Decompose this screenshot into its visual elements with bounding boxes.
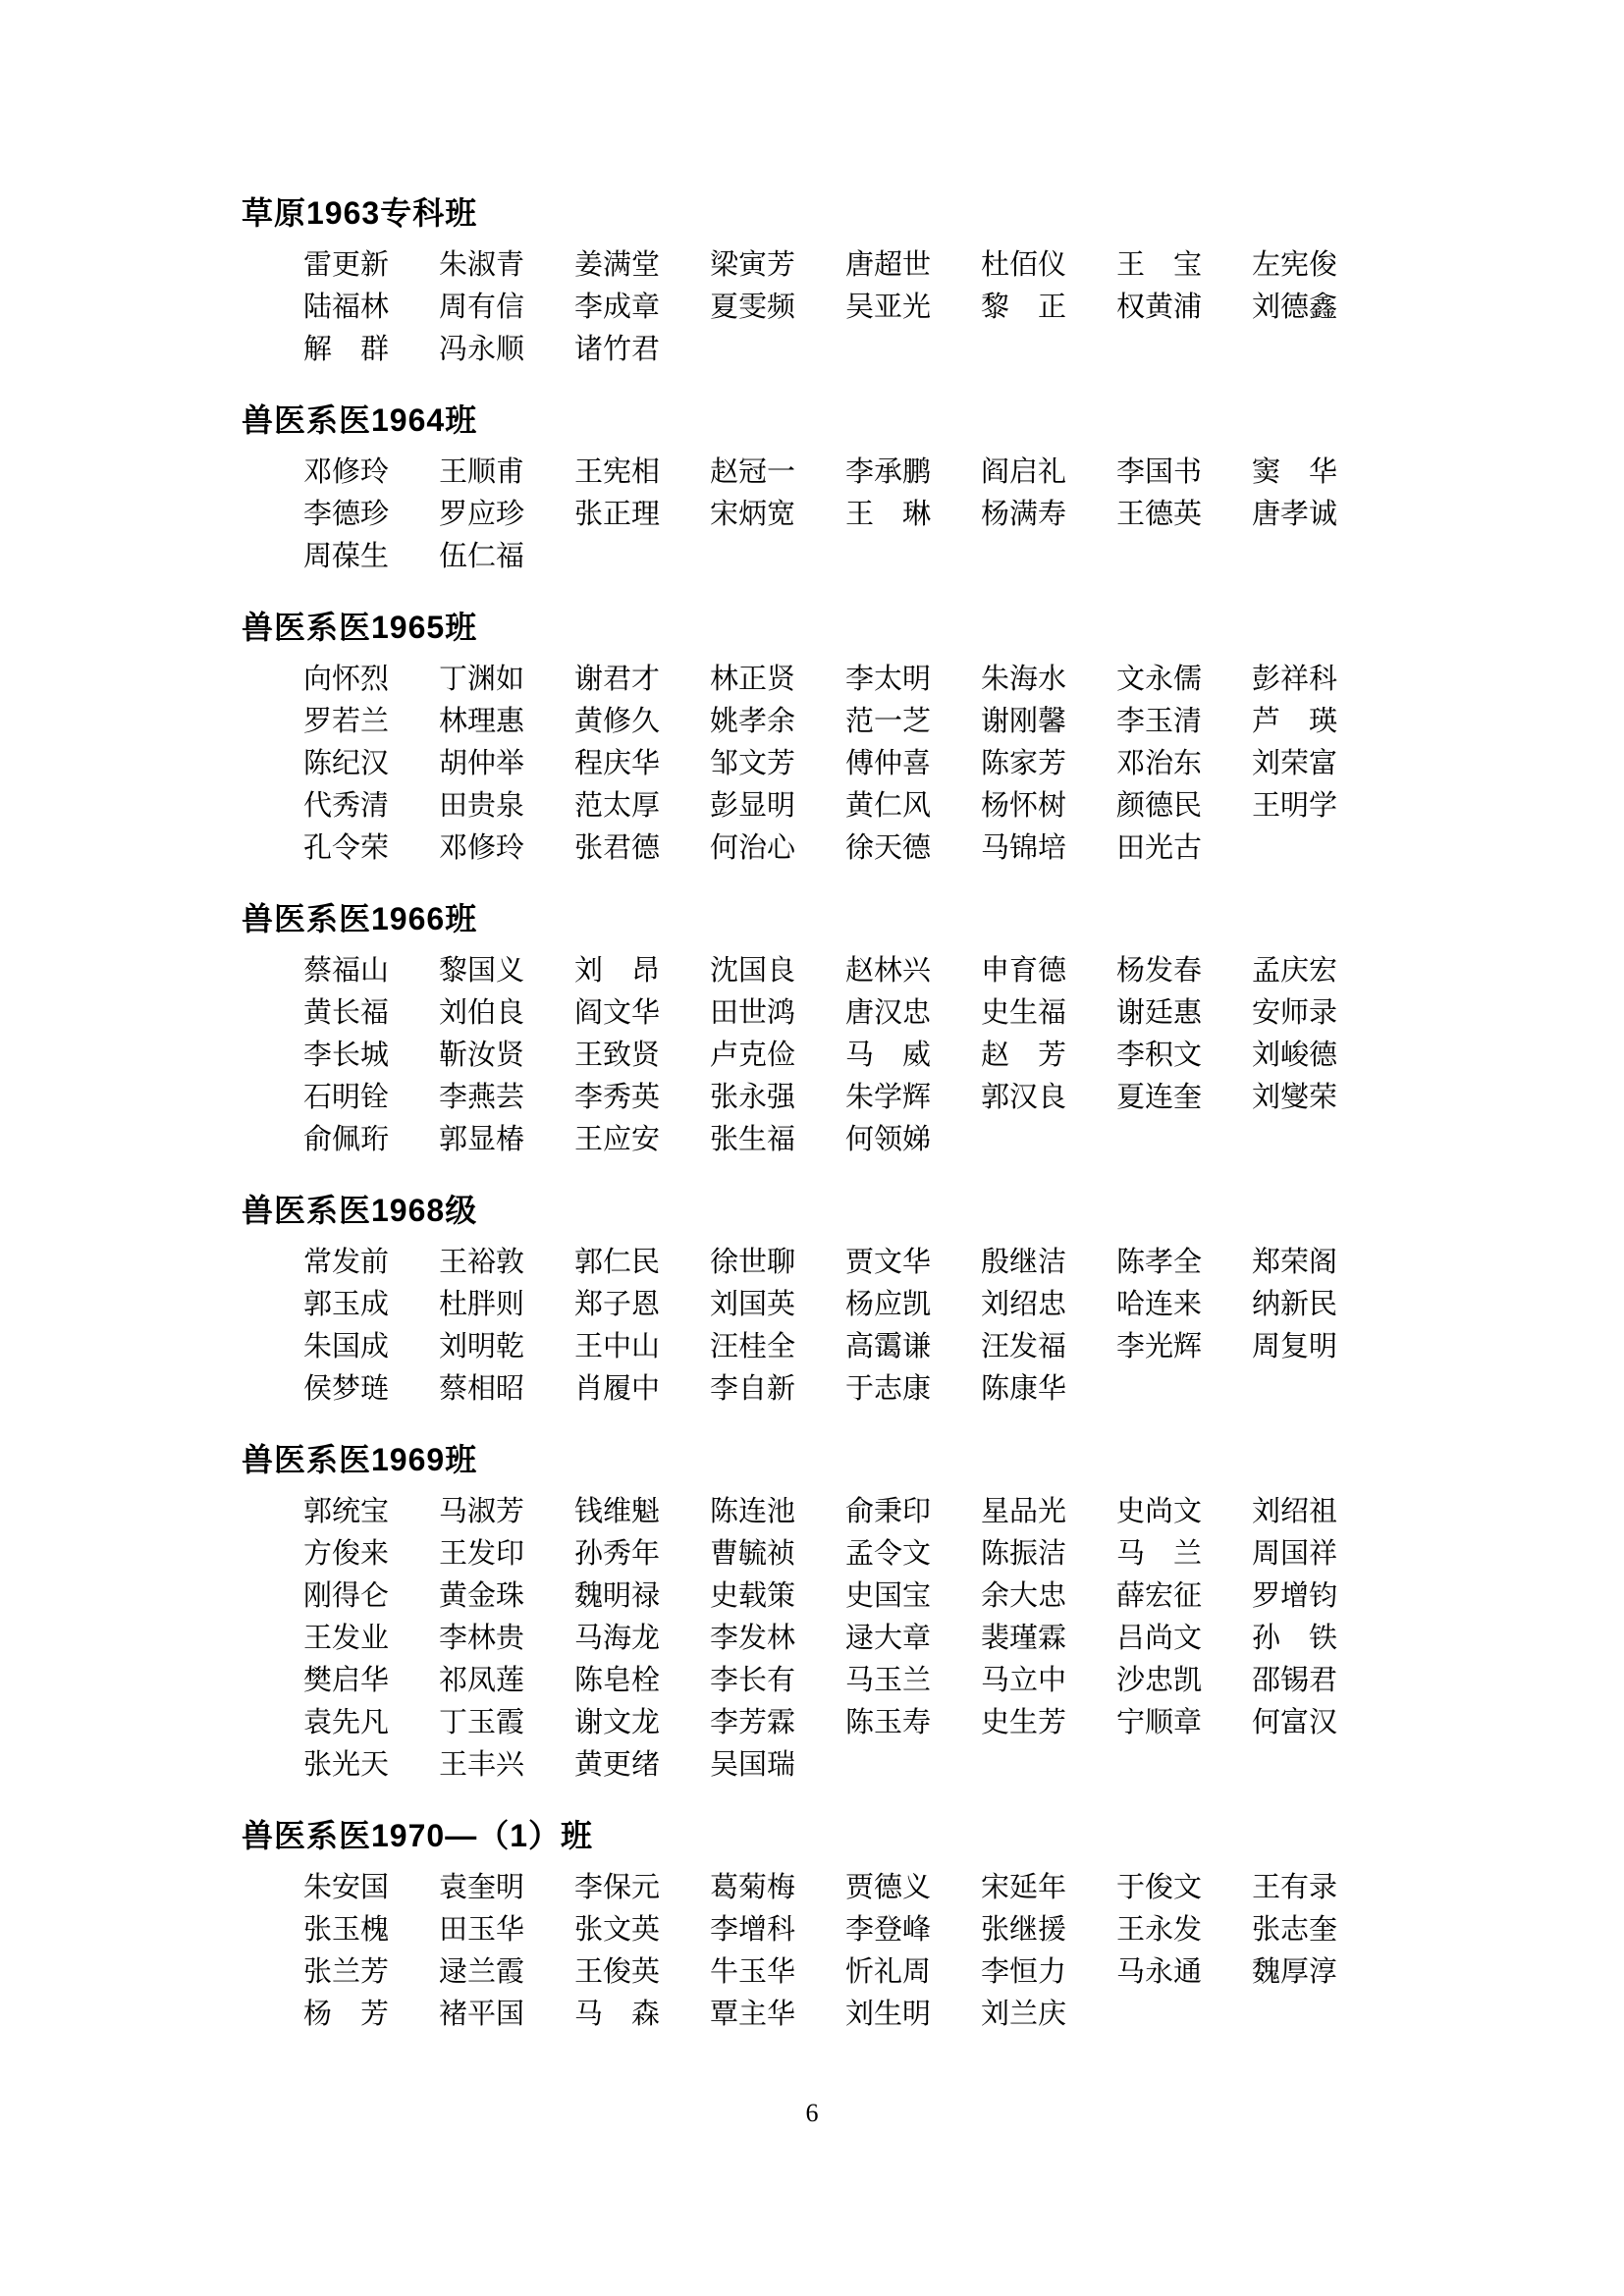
student-name: 夏连奎 xyxy=(1116,1082,1203,1113)
student-name: 李恒力 xyxy=(981,1956,1067,1988)
student-name: 林理惠 xyxy=(439,706,525,737)
roster-section xyxy=(242,1441,1400,1784)
student-name: 马 威 xyxy=(845,1040,932,1071)
page-footer xyxy=(0,2099,1624,2128)
name-row xyxy=(303,656,1400,698)
student-name: 杜胖则 xyxy=(439,1289,525,1320)
student-name: 殷继洁 xyxy=(981,1247,1067,1278)
student-name: 李增科 xyxy=(710,1914,796,1946)
student-name: 程庆华 xyxy=(574,748,661,779)
student-name: 俞秉印 xyxy=(845,1496,932,1527)
student-name: 郭玉成 xyxy=(303,1289,390,1320)
student-name: 王顺甫 xyxy=(439,456,525,488)
section-title: 兽医系医1968级 xyxy=(242,1193,478,1228)
student-name: 安师录 xyxy=(1252,997,1338,1029)
student-name: 李长有 xyxy=(710,1665,796,1696)
student-name: 黄长福 xyxy=(303,997,390,1029)
student-name: 林正贤 xyxy=(710,664,796,695)
student-name: 夏雯频 xyxy=(710,292,796,323)
student-name: 赵 芳 xyxy=(981,1040,1067,1071)
student-name: 窦 华 xyxy=(1252,456,1338,488)
name-row xyxy=(303,825,1400,867)
student-name: 马锦培 xyxy=(981,832,1067,864)
student-name: 袁奎明 xyxy=(439,1872,525,1903)
name-row xyxy=(303,1615,1400,1657)
student-name: 王 琳 xyxy=(845,499,932,530)
roster-content xyxy=(242,194,1400,2066)
name-row xyxy=(303,1074,1400,1116)
student-name: 李德珍 xyxy=(303,499,390,530)
student-name: 杨发春 xyxy=(1116,955,1203,987)
student-name: 孔令荣 xyxy=(303,832,390,864)
student-name: 冯永顺 xyxy=(439,334,525,365)
student-name: 刘荣富 xyxy=(1252,748,1338,779)
student-name: 吕尚文 xyxy=(1116,1623,1203,1654)
student-name: 唐孝诚 xyxy=(1252,499,1338,530)
student-name: 陈康华 xyxy=(981,1373,1067,1405)
student-name: 王发印 xyxy=(439,1538,525,1570)
name-row xyxy=(303,1032,1400,1074)
student-name: 李光辉 xyxy=(1116,1331,1203,1362)
student-name: 王永发 xyxy=(1116,1914,1203,1946)
student-name: 张正理 xyxy=(574,499,661,530)
name-row xyxy=(303,698,1400,740)
student-name: 李成章 xyxy=(574,292,661,323)
student-name: 邵锡君 xyxy=(1252,1665,1338,1696)
student-name: 俞佩珩 xyxy=(303,1124,390,1155)
name-row xyxy=(303,1116,1400,1158)
student-name: 王有录 xyxy=(1252,1872,1338,1903)
student-name: 丁渊如 xyxy=(439,664,525,695)
student-name: 哈连来 xyxy=(1116,1289,1203,1320)
student-name: 刘峻德 xyxy=(1252,1040,1338,1071)
student-name: 吴国瑞 xyxy=(710,1749,796,1781)
student-name: 马 兰 xyxy=(1116,1538,1203,1570)
student-name: 余大忠 xyxy=(981,1580,1067,1612)
student-name: 王致贤 xyxy=(574,1040,661,1071)
student-name: 沙忠凯 xyxy=(1116,1665,1203,1696)
student-name: 蔡福山 xyxy=(303,955,390,987)
student-name: 杨满寿 xyxy=(981,499,1067,530)
student-name: 申育德 xyxy=(981,955,1067,987)
student-name: 张光天 xyxy=(303,1749,390,1781)
student-name: 郭汉良 xyxy=(981,1082,1067,1113)
student-name: 周国祥 xyxy=(1252,1538,1338,1570)
student-name: 代秀清 xyxy=(303,790,390,822)
roster-section xyxy=(242,1192,1400,1408)
student-name: 张文英 xyxy=(574,1914,661,1946)
student-name: 刘明乾 xyxy=(439,1331,525,1362)
student-name: 杨应凯 xyxy=(845,1289,932,1320)
student-name: 陆福林 xyxy=(303,292,390,323)
student-name: 张玉槐 xyxy=(303,1914,390,1946)
student-name: 范一芝 xyxy=(845,706,932,737)
roster-section xyxy=(242,194,1400,368)
name-row xyxy=(303,491,1400,533)
student-name: 方俊来 xyxy=(303,1538,390,1570)
student-name: 张志奎 xyxy=(1252,1914,1338,1946)
student-name: 阎启礼 xyxy=(981,456,1067,488)
student-name: 褚平国 xyxy=(439,1999,525,2030)
student-name: 田光古 xyxy=(1116,832,1203,864)
student-name: 杨 芳 xyxy=(303,1999,390,2030)
student-name: 诸竹君 xyxy=(574,334,661,365)
student-name: 徐天德 xyxy=(845,832,932,864)
name-row xyxy=(303,326,1400,368)
student-name: 唐超世 xyxy=(845,249,932,281)
student-name: 向怀烈 xyxy=(303,664,390,695)
roster-section xyxy=(242,609,1400,867)
student-name: 朱海水 xyxy=(981,664,1067,695)
name-row xyxy=(303,1991,1400,2033)
student-name: 刘绍祖 xyxy=(1252,1496,1338,1527)
student-name: 袁先凡 xyxy=(303,1707,390,1738)
name-row xyxy=(303,947,1400,989)
student-name: 刚得仑 xyxy=(303,1580,390,1612)
student-name: 何富汉 xyxy=(1252,1707,1338,1738)
student-name: 汪发福 xyxy=(981,1331,1067,1362)
student-name: 张永强 xyxy=(710,1082,796,1113)
student-name: 邓治东 xyxy=(1116,748,1203,779)
student-name: 贾德义 xyxy=(845,1872,932,1903)
student-name: 刘 昂 xyxy=(574,955,661,987)
name-row xyxy=(303,241,1400,284)
student-name: 马玉兰 xyxy=(845,1665,932,1696)
student-name: 朱安国 xyxy=(303,1872,390,1903)
student-name: 侯梦琏 xyxy=(303,1373,390,1405)
student-name: 周有信 xyxy=(439,292,525,323)
student-name: 朱学辉 xyxy=(845,1082,932,1113)
student-name: 谢刚馨 xyxy=(981,706,1067,737)
student-name: 芦 瑛 xyxy=(1252,706,1338,737)
student-name: 范太厚 xyxy=(574,790,661,822)
student-name: 宋炳宽 xyxy=(710,499,796,530)
student-name: 李林贵 xyxy=(439,1623,525,1654)
section-title: 兽医系医1965班 xyxy=(242,610,478,645)
student-name: 文永儒 xyxy=(1116,664,1203,695)
student-name: 裴瑾霖 xyxy=(981,1623,1067,1654)
name-row xyxy=(303,1906,1400,1949)
student-name: 沈国良 xyxy=(710,955,796,987)
section-title: 兽医系医1966班 xyxy=(242,901,478,936)
student-name: 王德英 xyxy=(1116,499,1203,530)
student-name: 史尚文 xyxy=(1116,1496,1203,1527)
student-name: 唐汉忠 xyxy=(845,997,932,1029)
student-name: 田贵泉 xyxy=(439,790,525,822)
student-name: 陈连池 xyxy=(710,1496,796,1527)
name-row xyxy=(303,1488,1400,1530)
student-name: 孟庆宏 xyxy=(1252,955,1338,987)
student-name: 陈皂栓 xyxy=(574,1665,661,1696)
student-name: 陈玉寿 xyxy=(845,1707,932,1738)
name-row xyxy=(303,1323,1400,1365)
student-name: 杜佰仪 xyxy=(981,249,1067,281)
student-name: 史生芳 xyxy=(981,1707,1067,1738)
student-name: 忻礼周 xyxy=(845,1956,932,1988)
student-name: 谢廷惠 xyxy=(1116,997,1203,1029)
name-row xyxy=(303,1281,1400,1323)
name-row xyxy=(303,782,1400,825)
student-name: 陈孝全 xyxy=(1116,1247,1203,1278)
student-name: 马 森 xyxy=(574,1999,661,2030)
student-name: 郭仁民 xyxy=(574,1247,661,1278)
student-name: 王俊英 xyxy=(574,1956,661,1988)
student-name: 罗应珍 xyxy=(439,499,525,530)
student-name: 刘国英 xyxy=(710,1289,796,1320)
section-title: 兽医系医1970—（1）班 xyxy=(242,1818,593,1853)
student-name: 朱淑青 xyxy=(439,249,525,281)
student-name: 黄金珠 xyxy=(439,1580,525,1612)
student-name: 王丰兴 xyxy=(439,1749,525,1781)
student-name: 黄修久 xyxy=(574,706,661,737)
student-name: 朱国成 xyxy=(303,1331,390,1362)
student-name: 田玉华 xyxy=(439,1914,525,1946)
student-name: 石明铨 xyxy=(303,1082,390,1113)
student-name: 孙 铁 xyxy=(1252,1623,1338,1654)
student-name: 王中山 xyxy=(574,1331,661,1362)
name-row xyxy=(303,989,1400,1032)
student-name: 逯兰霞 xyxy=(439,1956,525,1988)
student-name: 宋延年 xyxy=(981,1872,1067,1903)
student-name: 高霭谦 xyxy=(845,1331,932,1362)
name-row xyxy=(303,1573,1400,1615)
student-name: 刘德鑫 xyxy=(1252,292,1338,323)
section-title: 草原1963专科班 xyxy=(242,195,478,231)
name-row xyxy=(303,1949,1400,1991)
student-name: 姚孝余 xyxy=(710,706,796,737)
student-name: 李发林 xyxy=(710,1623,796,1654)
student-name: 靳汝贤 xyxy=(439,1040,525,1071)
section-title: 兽医系医1964班 xyxy=(242,402,478,438)
student-name: 张君德 xyxy=(574,832,661,864)
student-name: 李燕芸 xyxy=(439,1082,525,1113)
student-name: 丁玉霞 xyxy=(439,1707,525,1738)
student-name: 卢克俭 xyxy=(710,1040,796,1071)
student-name: 李长城 xyxy=(303,1040,390,1071)
student-name: 魏明禄 xyxy=(574,1580,661,1612)
student-name: 王应安 xyxy=(574,1124,661,1155)
student-name: 赵林兴 xyxy=(845,955,932,987)
student-name: 姜满堂 xyxy=(574,249,661,281)
student-name: 王明学 xyxy=(1252,790,1338,822)
student-name: 汪桂全 xyxy=(710,1331,796,1362)
student-name: 李积文 xyxy=(1116,1040,1203,1071)
student-name: 颜德民 xyxy=(1116,790,1203,822)
student-name: 马淑芳 xyxy=(439,1496,525,1527)
student-name: 贾文华 xyxy=(845,1247,932,1278)
student-name: 郭显椿 xyxy=(439,1124,525,1155)
student-name: 刘燮荣 xyxy=(1252,1082,1338,1113)
student-name: 李玉清 xyxy=(1116,706,1203,737)
student-name: 阎文华 xyxy=(574,997,661,1029)
student-name: 樊启华 xyxy=(303,1665,390,1696)
student-name: 孟令文 xyxy=(845,1538,932,1570)
student-name: 罗若兰 xyxy=(303,706,390,737)
student-name: 于俊文 xyxy=(1116,1872,1203,1903)
student-name: 王 宝 xyxy=(1116,249,1203,281)
student-name: 何治心 xyxy=(710,832,796,864)
student-name: 肖履中 xyxy=(574,1373,661,1405)
student-name: 李秀英 xyxy=(574,1082,661,1113)
student-name: 李登峰 xyxy=(845,1914,932,1946)
roster-section xyxy=(242,401,1400,575)
student-name: 彭显明 xyxy=(710,790,796,822)
student-name: 何领娣 xyxy=(845,1124,932,1155)
student-name: 刘伯良 xyxy=(439,997,525,1029)
student-name: 李太明 xyxy=(845,664,932,695)
student-name: 邓修玲 xyxy=(439,832,525,864)
student-name: 傅仲喜 xyxy=(845,748,932,779)
student-name: 星品光 xyxy=(981,1496,1067,1527)
student-name: 马永通 xyxy=(1116,1956,1203,1988)
student-name: 左宪俊 xyxy=(1252,249,1338,281)
student-name: 周葆生 xyxy=(303,541,390,572)
student-name: 伍仁福 xyxy=(439,541,525,572)
student-name: 史生福 xyxy=(981,997,1067,1029)
student-name: 祁凤莲 xyxy=(439,1665,525,1696)
student-name: 王发业 xyxy=(303,1623,390,1654)
student-name: 马立中 xyxy=(981,1665,1067,1696)
student-name: 孙秀年 xyxy=(574,1538,661,1570)
section-title: 兽医系医1969班 xyxy=(242,1442,478,1477)
page-number: 6 xyxy=(805,2099,819,2127)
student-name: 吴亚光 xyxy=(845,292,932,323)
name-row xyxy=(303,740,1400,782)
student-name: 钱维魁 xyxy=(574,1496,661,1527)
student-name: 王裕敦 xyxy=(439,1247,525,1278)
student-name: 逯大章 xyxy=(845,1623,932,1654)
student-name: 陈纪汉 xyxy=(303,748,390,779)
student-name: 李承鹏 xyxy=(845,456,932,488)
student-name: 常发前 xyxy=(303,1247,390,1278)
student-name: 雷更新 xyxy=(303,249,390,281)
student-name: 解 群 xyxy=(303,334,390,365)
student-name: 李保元 xyxy=(574,1872,661,1903)
roster-section xyxy=(242,900,1400,1158)
student-name: 郭统宝 xyxy=(303,1496,390,1527)
student-name: 彭祥科 xyxy=(1252,664,1338,695)
student-name: 邹文芳 xyxy=(710,748,796,779)
student-name: 薛宏征 xyxy=(1116,1580,1203,1612)
student-name: 黄仁风 xyxy=(845,790,932,822)
student-name: 葛菊梅 xyxy=(710,1872,796,1903)
student-name: 田世鸿 xyxy=(710,997,796,1029)
student-name: 刘绍忠 xyxy=(981,1289,1067,1320)
student-name: 纳新民 xyxy=(1252,1289,1338,1320)
student-name: 刘生明 xyxy=(845,1999,932,2030)
student-name: 徐世聊 xyxy=(710,1247,796,1278)
name-row xyxy=(303,1657,1400,1699)
name-row xyxy=(303,1530,1400,1573)
student-name: 宁顺章 xyxy=(1116,1707,1203,1738)
student-name: 张兰芳 xyxy=(303,1956,390,1988)
student-name: 权黄浦 xyxy=(1116,292,1203,323)
student-name: 王宪相 xyxy=(574,456,661,488)
student-name: 邓修玲 xyxy=(303,456,390,488)
student-name: 陈振洁 xyxy=(981,1538,1067,1570)
name-row xyxy=(303,449,1400,491)
student-name: 马海龙 xyxy=(574,1623,661,1654)
name-row xyxy=(303,284,1400,326)
student-name: 李芳霖 xyxy=(710,1707,796,1738)
student-name: 陈家芳 xyxy=(981,748,1067,779)
student-name: 赵冠一 xyxy=(710,456,796,488)
student-name: 牛玉华 xyxy=(710,1956,796,1988)
student-name: 黎 正 xyxy=(981,292,1067,323)
student-name: 于志康 xyxy=(845,1373,932,1405)
student-name: 郑子恩 xyxy=(574,1289,661,1320)
student-name: 杨怀树 xyxy=(981,790,1067,822)
student-name: 周复明 xyxy=(1252,1331,1338,1362)
name-row xyxy=(303,1864,1400,1906)
student-name: 张生福 xyxy=(710,1124,796,1155)
student-name: 黎国义 xyxy=(439,955,525,987)
name-row xyxy=(303,1239,1400,1281)
student-name: 黄更绪 xyxy=(574,1749,661,1781)
student-name: 史国宝 xyxy=(845,1580,932,1612)
student-name: 谢文龙 xyxy=(574,1707,661,1738)
name-row xyxy=(303,1365,1400,1408)
student-name: 史载策 xyxy=(710,1580,796,1612)
student-name: 张继援 xyxy=(981,1914,1067,1946)
student-name: 蔡相昭 xyxy=(439,1373,525,1405)
student-name: 胡仲举 xyxy=(439,748,525,779)
student-name: 覃主华 xyxy=(710,1999,796,2030)
student-name: 李国书 xyxy=(1116,456,1203,488)
student-name: 刘兰庆 xyxy=(981,1999,1067,2030)
name-row xyxy=(303,533,1400,575)
student-name: 魏厚淳 xyxy=(1252,1956,1338,1988)
roster-section xyxy=(242,1817,1400,2033)
student-name: 曹毓祯 xyxy=(710,1538,796,1570)
student-name: 李自新 xyxy=(710,1373,796,1405)
student-name: 谢君才 xyxy=(574,664,661,695)
name-row xyxy=(303,1741,1400,1784)
student-name: 罗增钧 xyxy=(1252,1580,1338,1612)
student-name: 梁寅芳 xyxy=(710,249,796,281)
student-name: 郑荣阁 xyxy=(1252,1247,1338,1278)
name-row xyxy=(303,1699,1400,1741)
